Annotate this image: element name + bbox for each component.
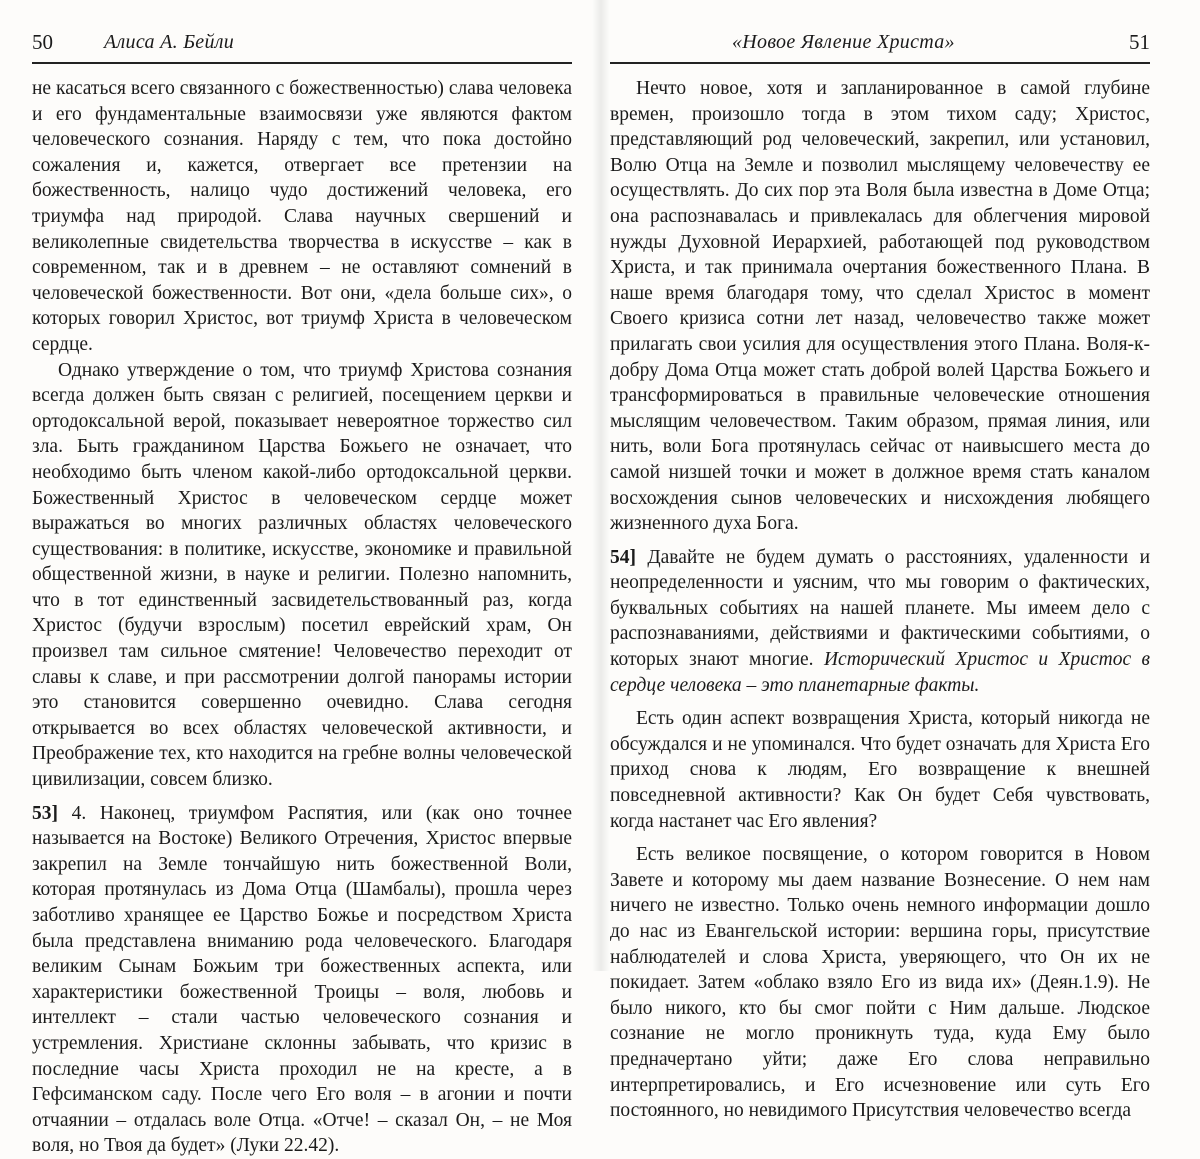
right-page-header [610,30,1150,60]
left-page-body [32,76,572,1159]
right-page-number: 51 [1129,30,1150,54]
paragraph-italic-text: Исторический Христос и Христос в сердце человека – это планетарные факты. [610,649,1150,696]
paragraph: Нечто новое, хотя и запланированное в самой глубине времен, произошло тогда в этом тихом саду; Христос, представляющий род человеческий, закрепил, или установил, Волю Отца на Земле и позволил мыслящему человечеству ее осуществлять. До сих пор эта Воля была известна в Доме Отца; она распознавалась и привлекалась для облегчения мировой нужды Духовной Иерархией, работающей под руководством Христа, и так принимала очертания божественного Плана. В наше время благодаря тому, что сделал Христос в момент Своего кризиса сотни лет назад, человечество также может прилагать свои усилия для осуществления этого Плана. Воля-к-добру Дома Отца может стать доброй волей Царства Божьего и трансформироваться в правильные человеческие отношения мыслящим человечеством. Таким образом, прямая линия, или нить, воли Бога протянулась сейчас от наивысшего места до самой низшей точки и может в должное время стать каналом восхождения сынов человеческих и нисхождения любящего жизненного духа Бога. [610,78,1150,535]
paragraph-text: 4. Наконец, триумфом Распятия, или (как оно точнее называется на Востоке) Великого Отречения, Христос впервые закрепил на Земле тончайшую нить божественной Воли, которая протянулась из Дома Отца (Шамбалы), прошла через заботливо хранящее ее Царство Божье и посредством Христа была представлена вниманию рода человеческого. Благодаря великим Сынам Божьим три божественных аспекта, или характеристики божественной Троицы – воля, любовь и интеллект – стали частью человеческого сознания и устремления. Христиане склонны забывать, что кризис в последние часы Христа проходил не на кресте, а в Гефсиманском саду. После чего Его воля – в агонии и почти отчаянии – отдалась воле Отца. «Отче! – сказал Он, – не Моя воля, но Твоя да будет» (Луки 22.42). [32,802,572,1157]
left-page [0,0,592,1157]
paragraph-numbered [610,545,1150,699]
paragraph: не касаться всего связанного с божественностью) слава человека и его фундаментальные взаимосвязи уже являются фактом человеческого сознания. Наряду с тем, что пока достойно сожаления и, кажется, отвергает все претензии на божественность, налицо чудо достижений человека, его триумфа над природой. Слава научных свершений и великолепные свидетельства творчества в искусстве – как в современном, так и в древнем – не оставляют сомнений в человеческой божественности. Вот они, «дела больше сих», о которых говорил Христос, вот триумф Христа в человеческом сердце. [32,78,572,355]
paragraph-numbered [32,801,572,1159]
left-page-number: 50 [32,30,53,54]
paragraph-text: Давайте не будем думать о расстояниях, удаленности и неопределенности и уясним, что мы говорим о фактических, буквальных событиях на нашей планете. Мы имеем дело с распознаваниями, действиями и фактическими событиями, о которых знают многие. [610,546,1150,671]
left-header-rule [32,62,572,64]
left-page-header [32,30,572,60]
page-marker: 54] [610,546,636,568]
page-marker: 53] [32,802,58,824]
paragraph: Есть великое посвящение, о котором говорится в Новом Завете и которому мы даем название Вознесение. О нем нам ничего не известно. Только очень немного информации дошло до нас из Евангельской истории: вершина горы, присутствие наблюдателей и слова Христа, уверяющего, что Он их не покидает. Затем «облако взяло Его из вида их» (Деян.1.9). Не было никого, кто бы смог пойти с Ним дальше. Людское сознание не могло проникнуть туда, куда Ему было предначертано уйти; даже Его слова неправильно интерпретировались, и Его исчезновение или суть Его постоянного, но невидимого Присутствия человечество всегда [610,844,1150,1122]
paragraph: Однако утверждение о том, что триумф Христова сознания всегда должен быть связан с религией, посещением церкви и ортодоксальной верой, показывает невероятное торжество сил зла. Быть гражданином Царства Божьего не означает, что необходимо быть членом какой-либо ортодоксальной церкви. Божественный Христос в человеческом сердце может выражаться во многих различных областях человеческого существования: в политике, искусстве, экономике и правильной общественной жизни, в науке и религии. Полезно напомнить, что в тот единственный засвидетельствованный раз, когда Христос (будучи взрослым) посетил еврейский храм, Он произвел там сильное смятение! Человечество переходит от славы к славе, и при рассмотрении долгой панорамы истории это становится совершенно очевидно. Слава сегодня открывается во всех областях человеческой активности, и Преображение тех, кто находится на гребне волны человеческой цивилизации, совсем близко. [32,359,572,791]
right-header-rule [610,62,1150,64]
book-gutter [592,0,610,971]
paragraph: Есть один аспект возвращения Христа, который никогда не обсуждался и не упоминался. Что будет означать для Христа Его приход снова к людям, Его возвращение к внешней повседневной активности? Как Он будет Себя чувствовать, когда настанет час Его явления? [610,708,1150,832]
left-running-head: Алиса А. Бейли [104,31,235,53]
right-running-head: «Новое Явление Христа» [732,31,955,53]
right-page-body [610,76,1150,1124]
right-page [610,0,1200,1122]
